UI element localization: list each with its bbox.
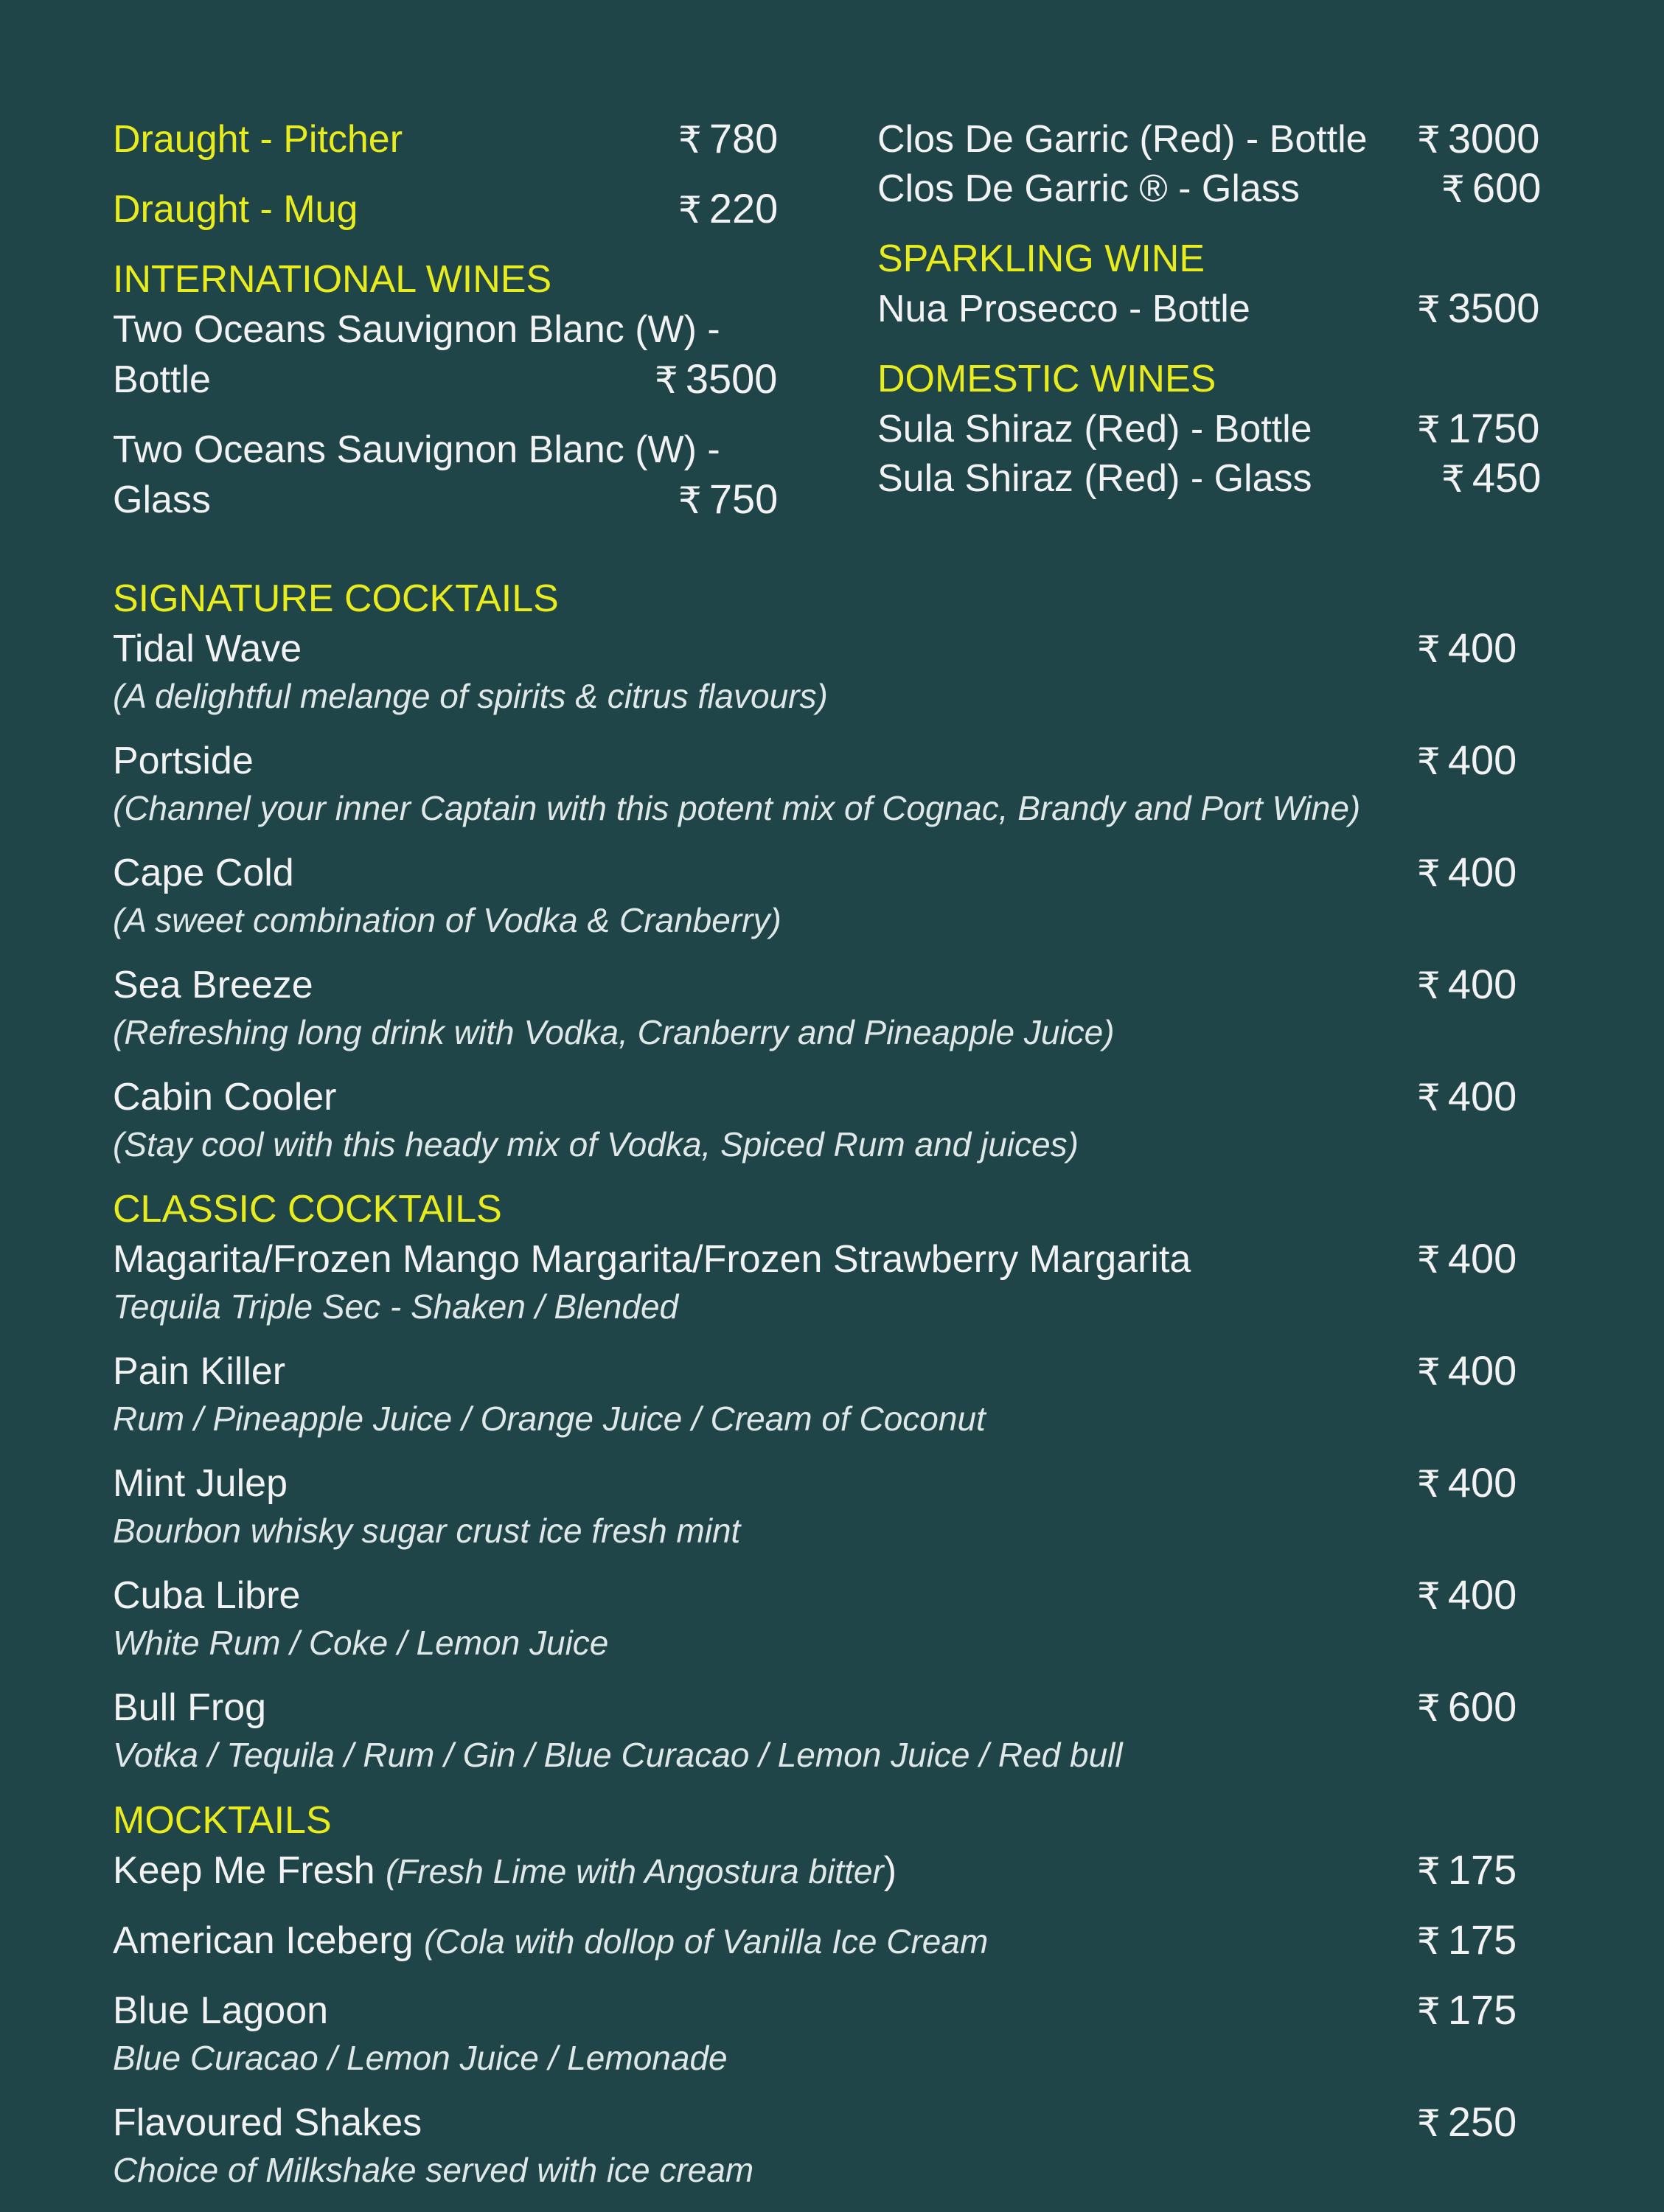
menu-item-name: Sea Breeze xyxy=(113,964,313,1006)
menu-item-name: Keep Me Fresh xyxy=(113,1849,375,1892)
rupee-icon: ₹ xyxy=(1417,1077,1441,1119)
menu-item-description: Blue Curacao / Lemon Juice / Lemonade xyxy=(113,2039,728,2077)
menu-item-name: Glass xyxy=(113,479,211,521)
menu-item-price: ₹ 175 xyxy=(1417,1986,1517,2033)
menu-item-price: ₹ 175 xyxy=(1417,1916,1517,1963)
menu-item-name: Bull Frog xyxy=(113,1686,267,1729)
menu-item-name: Sula Shiraz (Red) - Glass xyxy=(877,457,1312,500)
menu-item-description: White Rum / Coke / Lemon Juice xyxy=(113,1624,609,1662)
section-heading-classic-cocktails: CLASSIC COCKTAILS xyxy=(113,1188,502,1231)
rupee-icon: ₹ xyxy=(1417,1990,1441,2033)
menu-item-name: Tidal Wave xyxy=(113,627,302,670)
menu-item-name: Sula Shiraz (Red) - Bottle xyxy=(877,408,1312,451)
menu-item-price: ₹ 1750 xyxy=(1417,405,1540,451)
rupee-icon: ₹ xyxy=(1417,2102,1441,2145)
menu-item-name: Blue Lagoon xyxy=(113,1989,329,2032)
rupee-icon: ₹ xyxy=(1441,168,1465,211)
menu-item-price: ₹ 400 xyxy=(1417,849,1517,895)
menu-item-name: Clos De Garric (Red) - Bottle xyxy=(877,118,1368,161)
menu-item-price: ₹ 600 xyxy=(1417,1683,1517,1730)
menu-item-name: Cape Cold xyxy=(113,852,294,894)
menu-item-description: (Fresh Lime with Angostura bitter xyxy=(385,1852,884,1891)
menu-item-line xyxy=(113,1921,988,1960)
closing-paren: ) xyxy=(883,1849,897,1892)
menu-item-price: ₹ 600 xyxy=(1441,164,1542,211)
menu-item-line xyxy=(113,1851,897,1890)
rupee-icon: ₹ xyxy=(1417,408,1441,451)
rupee-icon: ₹ xyxy=(1417,1850,1441,1893)
menu-item-name: Two Oceans Sauvignon Blanc (W) - xyxy=(113,308,720,351)
rupee-icon: ₹ xyxy=(1417,1687,1441,1730)
menu-item-name: Two Oceans Sauvignon Blanc (W) - xyxy=(113,428,720,471)
menu-item-name: Cabin Cooler xyxy=(113,1076,337,1119)
menu-item-price: ₹ 250 xyxy=(1417,2098,1517,2145)
rupee-icon: ₹ xyxy=(1417,119,1441,161)
rupee-icon: ₹ xyxy=(678,189,702,232)
rupee-icon: ₹ xyxy=(1417,1351,1441,1394)
menu-item-price: ₹ 400 xyxy=(1417,1571,1517,1618)
section-heading-sparkling-wine: SPARKLING WINE xyxy=(877,237,1205,280)
rupee-icon: ₹ xyxy=(1417,964,1441,1007)
menu-item-price: ₹ 400 xyxy=(1417,1073,1517,1119)
menu-item-price: ₹ 450 xyxy=(1441,454,1542,501)
menu-item-name: Pain Killer xyxy=(113,1350,286,1393)
rupee-icon: ₹ xyxy=(1417,1920,1441,1963)
menu-item-price: ₹ 400 xyxy=(1417,737,1517,783)
menu-item-price: ₹ 750 xyxy=(678,476,779,522)
menu-item-description: (Stay cool with this heady mix of Vodka, Spiced Rum and juices) xyxy=(113,1125,1079,1164)
menu-item-price: ₹ 220 xyxy=(678,185,779,232)
menu-item-price: ₹ 175 xyxy=(1417,1846,1517,1893)
menu-item-price: ₹ 400 xyxy=(1417,1459,1517,1506)
rupee-icon: ₹ xyxy=(1417,628,1441,671)
menu-item-name: Cuba Libre xyxy=(113,1574,301,1617)
menu-item-description: (Cola with dollop of Vanilla Ice Cream xyxy=(423,1922,989,1961)
menu-item-price: ₹ 3500 xyxy=(1417,285,1540,331)
menu-item-description: (Channel your inner Captain with this potent mix of Cognac, Brandy and Port Wine) xyxy=(113,789,1361,827)
menu-item-price: ₹ 780 xyxy=(678,115,779,161)
rupee-icon: ₹ xyxy=(1417,288,1441,331)
menu-item-name: Bottle xyxy=(113,358,211,401)
menu-item-description: Choice of Milkshake served with ice cream xyxy=(113,2151,754,2189)
section-heading-signature-cocktails: SIGNATURE COCKTAILS xyxy=(113,577,559,620)
menu-item-name: Magarita/Frozen Mango Margarita/Frozen Strawberry Margarita xyxy=(113,1238,1191,1281)
rupee-icon: ₹ xyxy=(678,119,702,161)
menu-item-description: Tequila Triple Sec - Shaken / Blended xyxy=(113,1287,679,1326)
menu-item-name: American Iceberg xyxy=(113,1919,414,1962)
menu-item-name: Portside xyxy=(113,740,254,782)
menu-item-price: ₹ 400 xyxy=(1417,1347,1517,1394)
menu-item-description: (A delightful melange of spirits & citrus flavours) xyxy=(113,677,828,715)
menu-item-name: Flavoured Shakes xyxy=(113,2101,422,2144)
section-heading-international-wines: INTERNATIONAL WINES xyxy=(113,258,552,301)
menu-item-price: ₹ 400 xyxy=(1417,961,1517,1007)
rupee-icon: ₹ xyxy=(1417,852,1441,895)
menu-item-name: Nua Prosecco - Bottle xyxy=(877,288,1250,330)
menu-item-name: Draught - Mug xyxy=(113,188,358,231)
menu-item-description: Votka / Tequila / Rum / Gin / Blue Curacao / Lemon Juice / Red bull xyxy=(113,1736,1123,1774)
menu-item-description: Bourbon whisky sugar crust ice fresh mint xyxy=(113,1512,741,1550)
rupee-icon: ₹ xyxy=(655,359,678,402)
rupee-icon: ₹ xyxy=(1417,1463,1441,1506)
menu-item-name: Draught - Pitcher xyxy=(113,118,403,161)
menu-item-description: Rum / Pineapple Juice / Orange Juice / Cream of Coconut xyxy=(113,1399,986,1438)
rupee-icon: ₹ xyxy=(1417,740,1441,783)
section-heading-domestic-wines: DOMESTIC WINES xyxy=(877,358,1216,400)
rupee-icon: ₹ xyxy=(1417,1239,1441,1281)
menu-item-price: ₹ 400 xyxy=(1417,625,1517,671)
menu-item-price: ₹ 400 xyxy=(1417,1235,1517,1281)
menu-item-price: ₹ 3000 xyxy=(1417,115,1540,161)
menu-item-description: (A sweet combination of Vodka & Cranberry) xyxy=(113,901,781,939)
menu-item-name: Mint Julep xyxy=(113,1462,288,1505)
rupee-icon: ₹ xyxy=(1417,1575,1441,1618)
rupee-icon: ₹ xyxy=(1441,458,1465,501)
menu-item-name: Clos De Garric ® - Glass xyxy=(877,167,1300,210)
rupee-icon: ₹ xyxy=(678,479,702,522)
menu-item-price: ₹ 3500 xyxy=(655,355,778,402)
menu-item-description: (Refreshing long drink with Vodka, Cranberry and Pineapple Juice) xyxy=(113,1013,1115,1051)
section-heading-mocktails: MOCKTAILS xyxy=(113,1799,332,1842)
